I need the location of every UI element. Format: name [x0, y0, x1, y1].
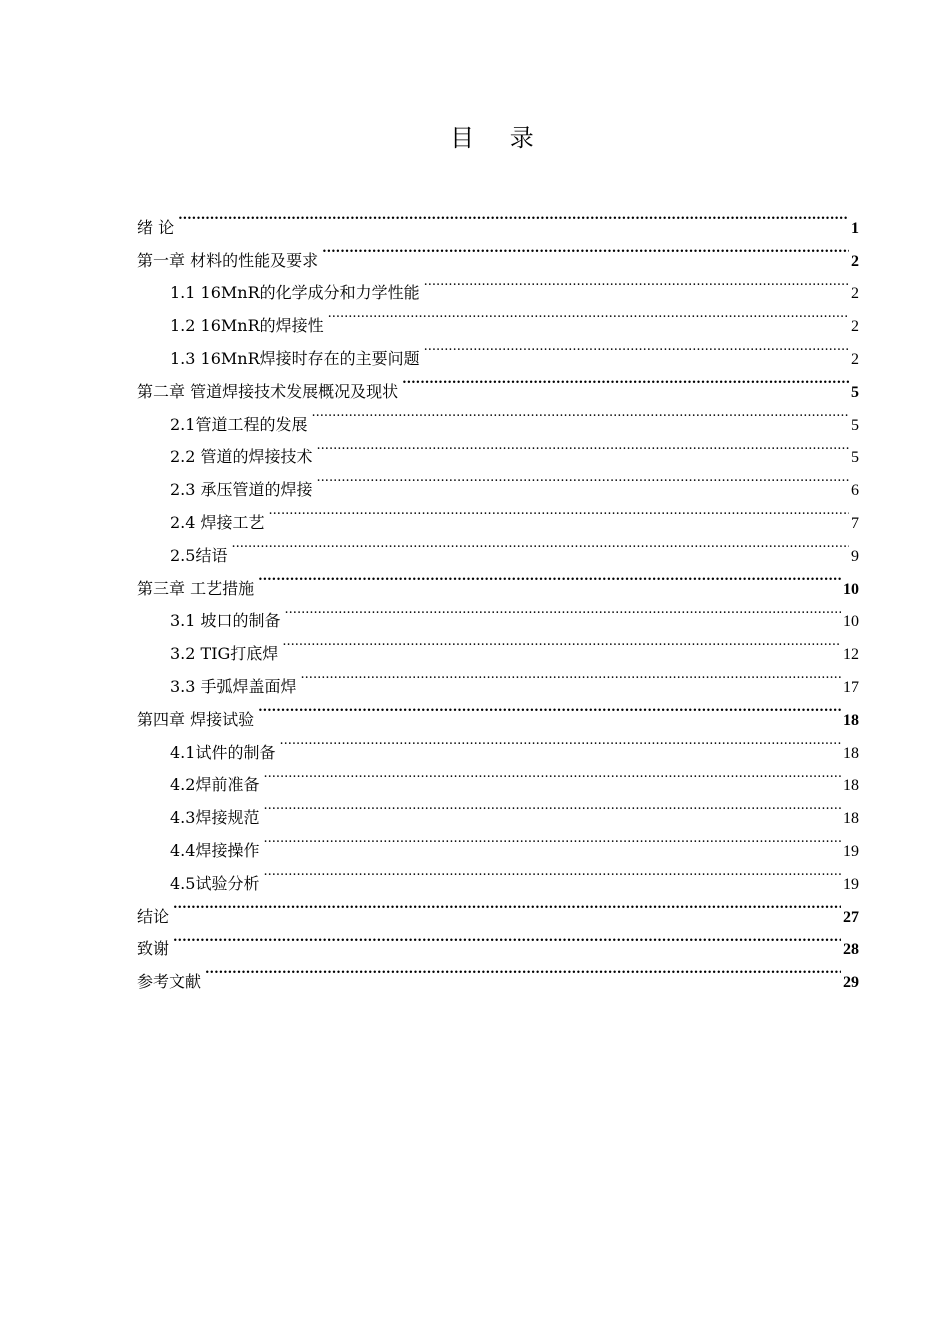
toc-dot-leader [258, 692, 841, 725]
toc-entry-label: 4.5试验分析 [170, 873, 260, 893]
toc-entry-label: 第二章 管道焊接技术发展概况及现状 [137, 381, 399, 401]
toc-dot-leader [258, 561, 841, 594]
toc-dot-leader [263, 856, 841, 889]
toc-dot-leader [402, 364, 849, 397]
toc-entry-page-number: 6 [851, 482, 859, 500]
toc-entry-label: 2.5结语 [170, 545, 228, 565]
toc-chapter-entry[interactable] [137, 954, 859, 992]
toc-chapter-entry[interactable] [137, 233, 859, 270]
toc-dot-leader [301, 659, 841, 692]
toc-title: 目 录 [450, 124, 548, 152]
toc-entry-label: 3.1 坡口的制备 [170, 611, 281, 631]
toc-dot-leader [282, 626, 841, 659]
toc-entry-page-number: 18 [843, 777, 859, 795]
toc-dot-leader [322, 233, 849, 266]
toc-entry-label: 4.1试件的制备 [170, 742, 276, 762]
toc-entry-label: 3.2 TIG打底焊 [170, 644, 279, 664]
toc-dot-leader [231, 528, 849, 561]
toc-entry-label: 第三章 工艺措施 [137, 578, 255, 598]
toc-entry-label: 3.3 手弧焊盖面焊 [170, 676, 297, 696]
toc-dot-leader [317, 462, 849, 495]
toc-dot-leader [311, 397, 849, 430]
toc-entry-page-number: 19 [843, 842, 859, 860]
toc-entry-page-number: 19 [843, 875, 859, 893]
toc-dot-leader [424, 266, 849, 299]
toc-entry-label: 1.1 16MnR的化学成分和力学性能 [170, 283, 420, 303]
toc-dot-leader [328, 298, 849, 331]
toc-entry-label: 2.3 承压管道的焊接 [170, 480, 313, 500]
toc-dot-leader [317, 430, 849, 463]
toc-entry-label: 1.3 16MnR焊接时存在的主要问题 [170, 348, 420, 368]
toc-entry-label: 4.4焊接操作 [170, 840, 260, 860]
toc-chapter-entry[interactable] [137, 561, 859, 598]
toc-chapter-entry[interactable] [137, 922, 859, 959]
toc-entry-label: 4.2焊前准备 [170, 775, 260, 795]
toc-entry-page-number: 18 [843, 744, 859, 762]
toc-entry-page-number: 5 [851, 416, 859, 434]
toc-entry-page-number: 2 [851, 285, 859, 303]
toc-entry-label: 结论 [137, 906, 170, 926]
toc-dot-leader [263, 758, 841, 791]
toc-dot-leader [263, 823, 841, 856]
toc-dot-leader [173, 922, 841, 955]
toc-entry-page-number: 2 [851, 318, 859, 336]
toc-entry-label: 2.1管道工程的发展 [170, 414, 308, 434]
toc-entry-page-number: 29 [843, 974, 859, 992]
toc-dot-leader [173, 889, 841, 922]
toc-entry-label: 4.3焊接规范 [170, 808, 260, 828]
toc-entry-label: 第一章 材料的性能及要求 [137, 250, 319, 270]
toc-chapter-entry[interactable] [137, 200, 859, 237]
toc-entry-page-number: 18 [843, 711, 859, 729]
toc-entry-label: 第四章 焊接试验 [137, 709, 255, 729]
toc-entry-page-number: 1 [851, 219, 859, 237]
toc-entry-label: 2.2 管道的焊接技术 [170, 447, 313, 467]
toc-entry-page-number: 9 [851, 547, 859, 565]
toc-entry-label: 2.4 焊接工艺 [170, 512, 265, 532]
toc-entry-label: 1.2 16MnR的焊接性 [170, 316, 324, 336]
toc-dot-leader [205, 954, 841, 987]
toc-dot-leader [279, 725, 841, 758]
toc-entry-label: 致谢 [137, 939, 170, 959]
toc-entry-page-number: 10 [843, 580, 859, 598]
toc-entry-page-number: 2 [851, 350, 859, 368]
toc-entry-page-number: 5 [851, 383, 859, 401]
toc-section-entry[interactable] [137, 528, 859, 565]
toc-entry-page-number: 28 [843, 941, 859, 959]
toc-entry-page-number: 7 [851, 514, 859, 532]
toc-entry-page-number: 18 [843, 810, 859, 828]
toc-entry-label: 绪 论 [137, 217, 175, 237]
toc-chapter-entry[interactable] [137, 889, 859, 926]
toc-entry-page-number: 17 [843, 678, 859, 696]
toc-dot-leader [269, 495, 849, 528]
toc-entry-page-number: 5 [851, 449, 859, 467]
toc-entry-page-number: 10 [843, 613, 859, 631]
toc-dot-leader [285, 594, 841, 627]
toc-entry-label: 参考文献 [137, 972, 202, 992]
toc-entry-page-number: 12 [843, 646, 859, 664]
toc-dot-leader [424, 331, 849, 364]
toc-dot-leader [178, 200, 849, 233]
toc-entry-page-number: 27 [843, 908, 859, 926]
toc-dot-leader [263, 790, 841, 823]
toc-list [137, 200, 859, 992]
toc-entry-page-number: 2 [851, 252, 859, 270]
